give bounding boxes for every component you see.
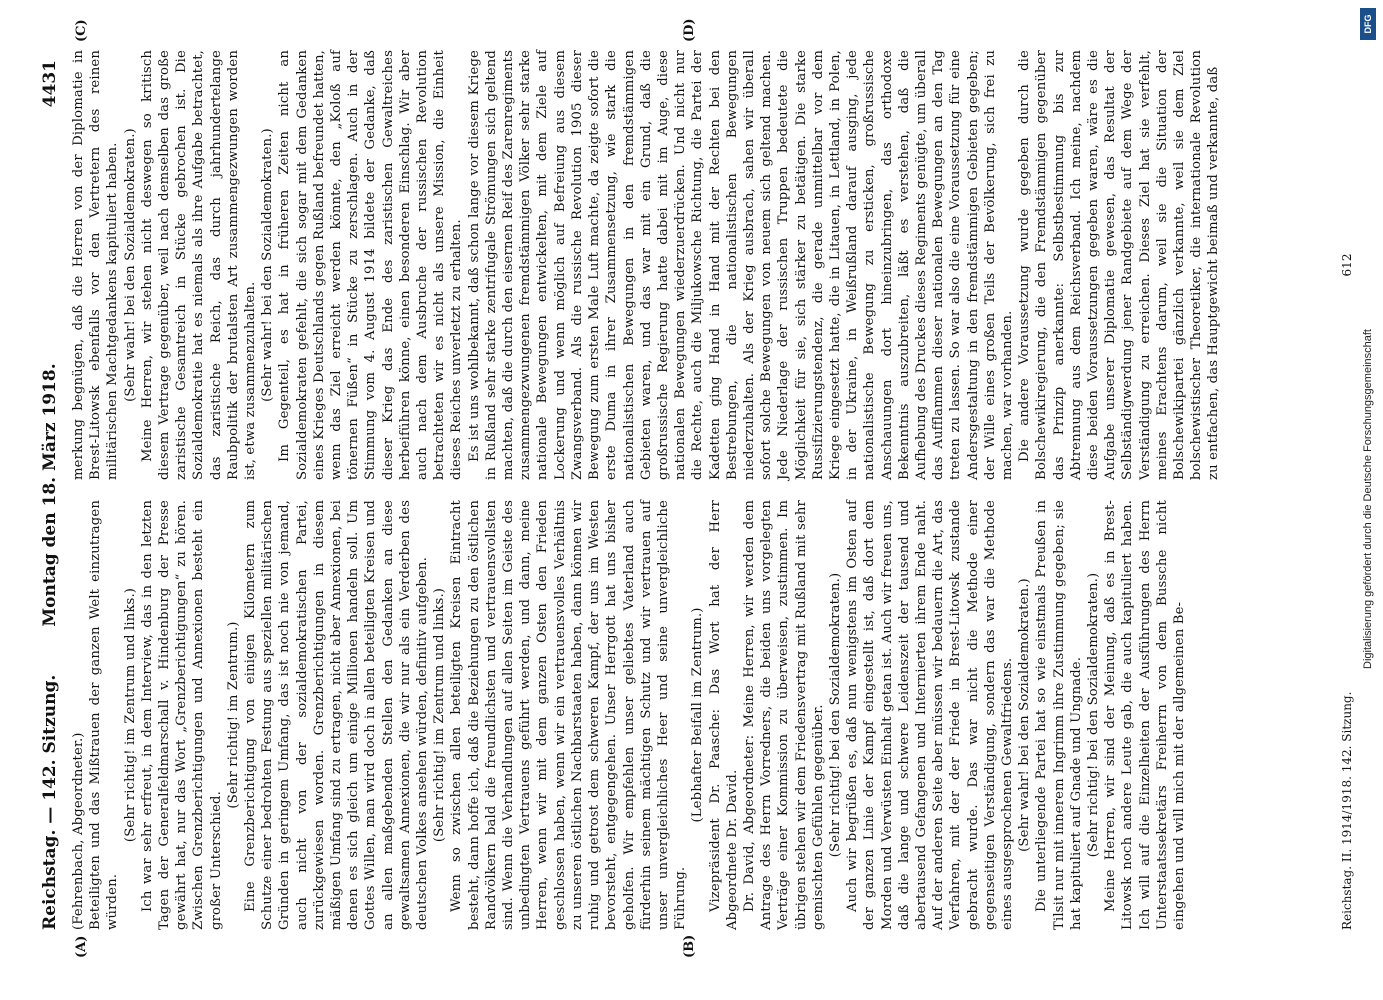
paragraph: (Sehr wahr! bei den Sozialdemokraten.) <box>122 128 138 402</box>
paragraph: Vizepräsident Dr. Paasche: Das Wort hat der Herr Abgeordnete Dr. David. <box>707 500 740 930</box>
paragraph: Die unterliegende Partei hat so wie einstmals Preußen in Tilsit nur mit innerem Ingrimm ihre Zustimmung gegeben; sie hat kapituliert auf Gnade und Ungnade. <box>1034 500 1084 930</box>
margin-letter-b: (B) <box>682 934 697 958</box>
margin-letter-a: (A) <box>74 935 89 958</box>
paragraph: Im Gegenteil, es hat in früheren Zeiten nicht an Sozialdemokraten gefehlt, die sich sogar mit dem Gedanken eines Krieges Deutschlands gegen Rußland befreundet hatten, wenn das Ziel erreicht werden könnte, den „Koloß auf tönernen Füßen“ in Stücke zu zerschlagen. Auch in der Stimmung vom 4. August 1914 bildete der Gedanke, daß dieser Krieg das Ende des zaristischen Gewaltreiches herbeiführen könne, einen besonderen Einschlag. Wir aber auch nach dem Ausbruche der russischen Revolution betrachteten wir es nicht als unsere Mission, die Einheit dieses Reiches unverletzt zu erhalten. <box>277 50 465 480</box>
margin-letter-c: (C) <box>74 19 89 42</box>
footer-sheet-number: 612 <box>1340 253 1354 277</box>
paragraph: Meine Herren, wir stehen nicht deswegen so kritisch diesem Vertrage gegenüber, weil nach demselben das große zaristische Gesamtreich in Stücke gebrochen ist. Die Sozialdemokratie hat es niemals als ihre Aufgabe betrachtet, das zaristische Reich, das durch jahrhundertelange Raubpolitik der brutalsten Art zusammengezwungen worden ist, etwa zusammenzuhalten. <box>139 50 259 480</box>
header-date: Montag den 18. März 1918. <box>40 363 60 627</box>
footer-volume: Reichstag. II. 1914/1918. 142. Sitzung. <box>1340 691 1354 930</box>
paragraph: Beteiligten und das Mißtrauen der ganzen Welt einzutragen würden. <box>88 500 121 930</box>
paragraph: merkung begnügen, daß die Herren von der Diplomatie in Brest-Litowsk ebenfalls vor den Vertretern des reinen militärischen Machtgedankens kapituliert haben. <box>71 50 121 480</box>
paragraph: Meine Herren, wir sind der Meinung, daß es in Brest-Litowsk noch andere Leute gab, die auch kapituliert haben. Ich will auf die Einzelheiten der Ausführungen des Herrn Unterstaatssekretärs Freiherrn von dem Bussche nicht eingehen und will mich mit der allgemeinen Be- <box>1103 500 1187 930</box>
paragraph: Ich war sehr erfreut, in dem Interview, das in den letzten Tagen der Generalfeldmarschall v. Hindenburg der Presse gewährt hat, nur das Wort „Grenzberichtigungen“ zu hören. Zwischen Grenzberichtigungen und Annexionen besteht ein großer Unterschied. <box>139 500 224 930</box>
paragraph: (Sehr richtig! bei den Sozialdemokraten.) <box>1085 572 1101 858</box>
header-page-number: 4431 <box>40 60 60 108</box>
paragraph: Es ist uns wohlbekannt, daß schon lange vor diesem Kriege in Rußland sehr starke zentrifugale Strömungen sich geltend machten, daß die durch den eisernen Reif des Zarenregiments zusammengezwungenen fremdstämmigen Völker sehr starke nationale Bewegungen entwickelten, mit dem Ziele auf Lockerung und wenn möglich auf Befreiung aus diesem Zwangsverband. Als die russische Revolution 1905 dieser Bewegung zum ersten Male Luft machte, da zeigte sofort die erste Duma in ihrer Zusammensetzung, wie stark die nationalistischen Bewegungen in den fremdstämmigen Gebieten waren, und das war mit ein Grund, daß die großrussische Regierung hatte dabei mit im Auge, diese nationalen Bewegungen wiederzuerdrücken. Und nicht nur die Rechte, auch die Miljukowsche Richtung, die Partei der Kadetten ging Hand in Hand mit der Rechten bei den Bestrebungen, die nationalistischen Bewegungen niederzuhalten. Als der Krieg ausbrach, sahen wir überall sofort solche Bewegungen von neuem sich geltend machen. Jede Niederlage der russischen Truppen bedeutete die Möglichkeit für sie, sich stärker zu betätigen. Die starke Russifizierungstendenz, die gerade unmittelbar vor dem Kriege eingesetzt hatte, die in Litauen, in Lettland, in Polen, in der Ukraine, in Weißrußland darauf ausging, jede nationalistische Bewegung zu ersticken, großrussische Anschauungen dort hineinzubringen, das orthodoxe Bekenntnis auszubreiten, läßt es verstehen, daß die Aufhebung des Druckes dieses Regiments genügte, um überall das Aufflammen dieser nationalen Bewegungen an den Tag treten zu lassen. So war also die eine Voraussetzung für eine Andersgestaltung in den fremdstämmigen Gebieten gegeben; der Wille eines großen Teils der Bevölkerung, sich frei zu machen, war vorhanden. <box>466 50 1015 480</box>
paragraph: (Sehr wahr! bei den Sozialdemokraten.) <box>1017 578 1033 852</box>
paragraph: (Fehrenbach, Abgeordneter.) <box>71 732 86 930</box>
page-header <box>40 60 66 930</box>
left-text-column <box>70 500 1332 930</box>
paragraph: (Sehr richtig! im Zentrum.) <box>225 621 241 809</box>
right-text-column <box>70 50 1332 480</box>
dfg-logo: DFG <box>1360 8 1376 40</box>
paragraph: (Sehr wahr! bei den Sozialdemokraten.) <box>260 128 276 402</box>
paragraph: (Sehr richtig! bei den Sozialdemokraten.) <box>827 572 843 858</box>
paragraph: Dr. David, Abgeordneter: Meine Herren, wir werden dem Antrage des Herrn Vorredners, die beiden uns vorgelegten Verträge einer Kommission zu überweisen, zustimmen. Im übrigen stehen wir dem Friedensvertrag mit Rußland mit sehr gemischten Gefühlen gegenüber. <box>741 500 826 930</box>
rotated-page <box>22 0 1362 1000</box>
header-session: Reichstag. — 142. Sitzung. <box>40 674 60 930</box>
paragraph: Eine Grenzberichtigung von einigen Kilometern zum Schutze einer bedrohten Festung aus speziellen militärischen Gründen in geringem Umfang, das ist noch nie von jemand, auch nicht von der sozialdemokratischen Partei, zurückgewiesen worden. Grenzberichtigungen in diesem mäßigen Umfang sind zu ertragen, nicht aber Annexionen, bei denen es sich gleich um einige Millionen handeln soll. Um Gottes Willen, man wird doch in allen beteiligten Kreisen und an allen maßgebenden Stellen den Gedanken an diese gewaltsamen Annexionen, die wir nur als ein Verderben des deutschen Volkes ansehen würden, definitiv aufgeben. <box>243 500 431 930</box>
paragraph: (Lebhafter Beifall im Zentrum.) <box>690 607 706 823</box>
dfg-credit-text: Digitalisierung gefördert durch die Deutsche Forschungsgemeinschaft <box>1362 329 1374 669</box>
paragraph: (Sehr richtig! im Zentrum und links.) <box>122 587 138 843</box>
paragraph: Die andere Voraussetzung wurde gegeben durch die Bolschewikiregierung, die den Fremdstämmigen gegenüber das Prinzip anerkannte: Selbstbestimmung bis zur Abtrennung aus dem Reichsverband. Ich meine, nachdem diese beiden Voraussetzungen gegeben waren, wäre es die Aufgabe unserer Diplomatie gewesen, das Resultat der Selbständigwerdung jener Randgebiete auf dem Wege der Verständigung zu erreichen. Dieses Ziel hat sie verfehlt, meines Erachtens darum, weil sie die Situation der Bolschewikipartei gänzlich verkannte, weil sie dem Ziel bolschewistischer Theoretiker, die internationale Revolution zu entfachen, das Hauptgewicht beimaß und verkannte, daß <box>1017 50 1222 480</box>
margin-letter-d: (D) <box>682 18 697 42</box>
paragraph: (Sehr richtig! im Zentrum und links.) <box>432 587 448 843</box>
dfg-sidebar <box>1359 4 1377 994</box>
paragraph: Auch wir begrüßen es, daß nun wenigstens im Osten auf der ganzen Linie der Kampf eingestellt ist, daß dort dem Morden und Verwüsten Einhalt getan ist. Auch wir freuen uns, daß die lange und schwere Leidenszeit der tausend und abertausend Gefangenen und Internierten ihrem Ende naht. Auf der anderen Seite aber müssen wir bedauern die Art, das Verfahren, mit der der Friede in Brest-Litowsk zustande gebracht wurde. Das war nicht die Methode einer gegenseitigen Verständigung, sondern das war die Methode eines ausgesprochenen Gewaltfriedens. <box>845 500 1015 930</box>
paragraph: Wenn so zwischen allen beteiligten Kreisen Eintracht besteht, dann hoffe ich, daß die Beziehungen zu den östlichen Randvölkern bald die freundlichsten und vertrauensvollsten sind. Wenn die Verhandlungen auf allen Seiten im Geiste des unbedingten Vertrauens geführt werden, und dann, meine Herren, wenn wir mit dem ganzen Osten den Frieden geschlossen haben, wenn wir ein vertrauensvolles Verhältnis zu unseren östlichen Nachbarstaaten haben, dann können wir ruhig und getrost dem schweren Kampf, der uns im Westen bevorsteht, entgegengehen. Unser Herrgott hat uns bisher geholfen. Wir empfehlen unser geliebtes Vaterland auch fürderhin seinem mächtigen Schutz und wir vertrauen auf unser unvergleichliches Heer und seine unvergleichliche Führung. <box>449 500 689 930</box>
